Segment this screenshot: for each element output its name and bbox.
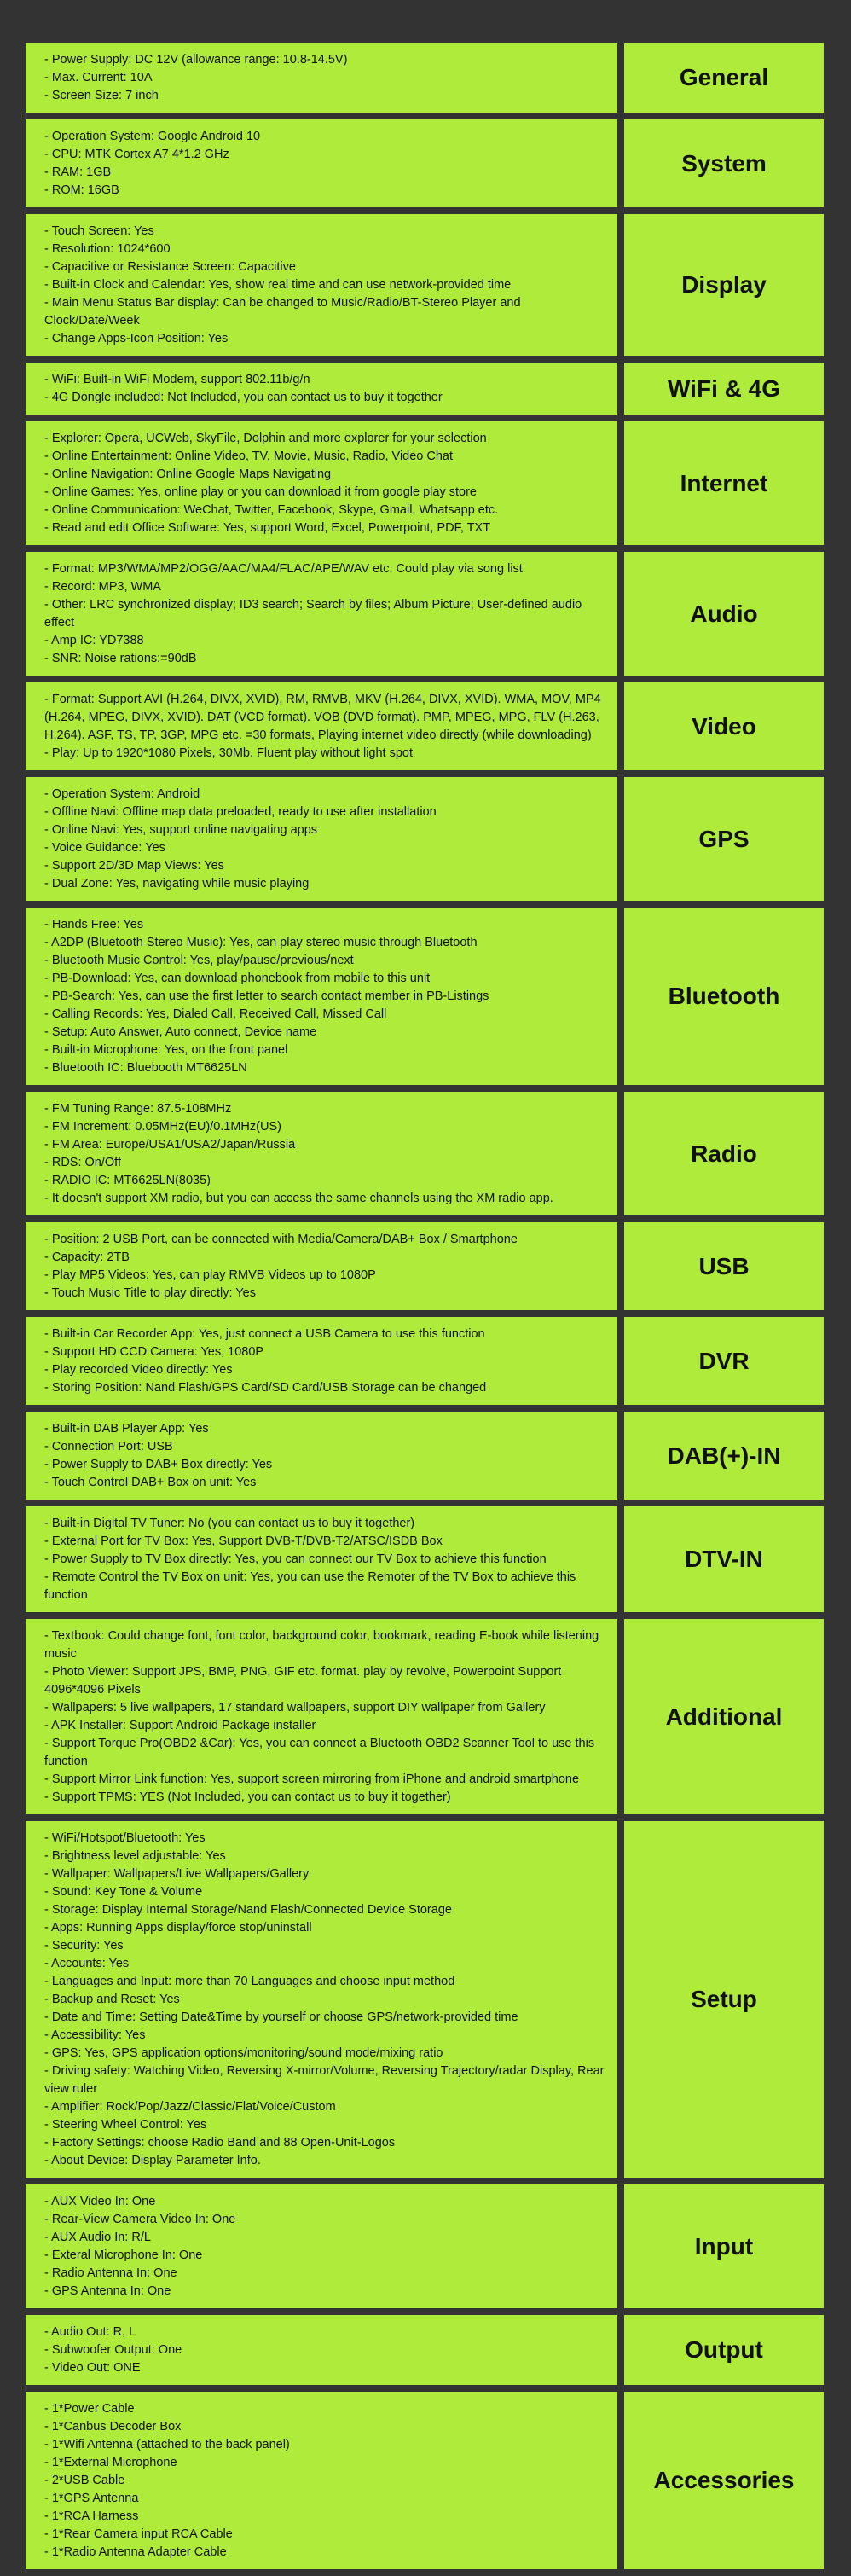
spec-details bbox=[26, 214, 617, 356]
spec-line: - Remote Control the TV Box on unit: Yes, you can use the Remoter of the TV Box to achieve this function bbox=[44, 1570, 576, 1602]
spec-line: - Factory Settings: choose Radio Band and 88 Open-Unit-Logos bbox=[44, 2136, 396, 2150]
spec-row-bluetooth bbox=[26, 908, 824, 1085]
spec-details bbox=[26, 1506, 617, 1612]
spec-title-cell bbox=[624, 119, 824, 207]
spec-line: - Sound: Key Tone & Volume bbox=[44, 1885, 203, 1899]
spec-line: - Accessibility: Yes bbox=[44, 2028, 146, 2042]
spec-line: - Photo Viewer: Support JPS, BMP, PNG, GIF etc. format. play by revolve, Powerpoint Support 4096*4096 Pixels bbox=[44, 1665, 562, 1697]
spec-line: - Backup and Reset: Yes bbox=[44, 1993, 180, 2006]
spec-section-title: Setup bbox=[691, 1986, 757, 2012]
spec-line: - Calling Records: Yes, Dialed Call, Received Call, Missed Call bbox=[44, 1007, 387, 1021]
spec-line: - 1*Power Cable bbox=[44, 2402, 135, 2416]
spec-title-cell bbox=[624, 1092, 824, 1215]
spec-line: - Touch Music Title to play directly: Yes bbox=[44, 1286, 256, 1300]
spec-line: - Exteral Microphone In: One bbox=[44, 2248, 203, 2262]
spec-line: - 1*RCA Harness bbox=[44, 2509, 139, 2523]
spec-details bbox=[26, 1412, 617, 1500]
spec-line: - Built-in DAB Player App: Yes bbox=[44, 1422, 209, 1436]
spec-details bbox=[26, 2184, 617, 2308]
spec-section-title: Bluetooth bbox=[668, 983, 780, 1009]
spec-table bbox=[26, 43, 824, 2576]
spec-line: - Format: MP3/WMA/MP2/OGG/AAC/MA4/FLAC/APE/WAV etc. Could play via song list bbox=[44, 562, 523, 576]
spec-line: - Change Apps-Icon Position: Yes bbox=[44, 332, 229, 345]
spec-line: - 1*GPS Antenna bbox=[44, 2492, 139, 2505]
spec-section-title: Accessories bbox=[653, 2467, 795, 2493]
spec-line: - Online Entertainment: Online Video, TV, Movie, Music, Radio, Video Chat bbox=[44, 450, 454, 463]
spec-details bbox=[26, 552, 617, 676]
spec-line: - Brightness level adjustable: Yes bbox=[44, 1849, 226, 1863]
spec-line: - Built-in Clock and Calendar: Yes, show real time and can use network-provided time bbox=[44, 278, 512, 292]
spec-section-title: Display bbox=[681, 271, 767, 298]
spec-line: - GPS Antenna In: One bbox=[44, 2284, 171, 2298]
spec-line: - Play: Up to 1920*1080 Pixels, 30Mb. Fluent play without light spot bbox=[44, 746, 414, 760]
spec-line: - Explorer: Opera, UCWeb, SkyFile, Dolphin and more explorer for your selection bbox=[44, 432, 487, 445]
spec-title-cell bbox=[624, 2184, 824, 2308]
spec-title-cell bbox=[624, 1821, 824, 2178]
spec-line: - SNR: Noise rations:=90dB bbox=[44, 652, 197, 665]
spec-row-dtv-in bbox=[26, 1506, 824, 1612]
spec-line: - A2DP (Bluetooth Stereo Music): Yes, can play stereo music through Bluetooth bbox=[44, 936, 478, 949]
spec-section-title: DVR bbox=[698, 1347, 750, 1374]
spec-line: - Online Games: Yes, online play or you can download it from google play store bbox=[44, 485, 477, 499]
spec-title-cell bbox=[624, 2392, 824, 2569]
spec-line: - Wallpaper: Wallpapers/Live Wallpapers/Gallery bbox=[44, 1867, 310, 1881]
spec-title-cell bbox=[624, 552, 824, 676]
spec-row-setup bbox=[26, 1821, 824, 2178]
spec-line: - Format: Support AVI (H.264, DIVX, XVID), RM, RMVB, MKV (H.264, DIVX, XVID). WMA, MOV, MP4 (H.264, MPEG, DIVX, XVID). DAT (VCD format). VOB (DVD format). PMP, MPEG, MPG, FLV (H.263, H.264). ASF, TS, TP, 3GP, MPG etc. =30 formats, Playing internet video directly (while downloading) bbox=[44, 693, 601, 742]
spec-line: - AUX Video In: One bbox=[44, 2195, 156, 2208]
spec-title-cell bbox=[624, 777, 824, 901]
spec-details bbox=[26, 908, 617, 1085]
spec-line: - Security: Yes bbox=[44, 1939, 124, 1952]
spec-details bbox=[26, 1821, 617, 2178]
spec-line: - Max. Current: 10A bbox=[44, 71, 153, 84]
spec-line: - Screen Size: 7 inch bbox=[44, 89, 159, 102]
spec-details bbox=[26, 1619, 617, 1814]
spec-line: - Steering Wheel Control: Yes bbox=[44, 2118, 207, 2132]
spec-details bbox=[26, 421, 617, 545]
spec-row-general bbox=[26, 43, 824, 113]
spec-line: - External Port for TV Box: Yes, Support DVB-T/DVB-T2/ATSC/ISDB Box bbox=[44, 1535, 443, 1548]
spec-line: - Bluetooth IC: Bluebooth MT6625LN bbox=[44, 1061, 247, 1075]
spec-line: - Rear-View Camera Video In: One bbox=[44, 2213, 236, 2226]
spec-section-title: Input bbox=[694, 2232, 754, 2260]
spec-title-cell bbox=[624, 682, 824, 770]
spec-details bbox=[26, 363, 617, 415]
spec-title-cell bbox=[624, 1506, 824, 1612]
spec-line: - Driving safety: Watching Video, Reversing X-mirror/Volume, Reversing Trajectory/radar Display, Rear view ruler bbox=[44, 2064, 605, 2096]
spec-line: - Support Torque Pro(OBD2 &Car): Yes, you can connect a Bluetooth OBD2 Scanner Tool to use this function bbox=[44, 1737, 595, 1768]
spec-line: - Apps: Running Apps display/force stop/uninstall bbox=[44, 1921, 312, 1935]
spec-section-title: System bbox=[681, 149, 767, 177]
spec-row-output bbox=[26, 2315, 824, 2385]
spec-section-title: Output bbox=[685, 2336, 763, 2363]
spec-line: - AUX Audio In: R/L bbox=[44, 2231, 151, 2244]
spec-row-dab-in bbox=[26, 1412, 824, 1500]
spec-line: - Storage: Display Internal Storage/Nand Flash/Connected Device Storage bbox=[44, 1903, 452, 1917]
spec-row-input bbox=[26, 2184, 824, 2308]
spec-line: - RADIO IC: MT6625LN(8035) bbox=[44, 1174, 211, 1187]
spec-line: - Wallpapers: 5 live wallpapers, 17 standard wallpapers, support DIY wallpaper from Gallery bbox=[44, 1701, 546, 1714]
spec-line: - RDS: On/Off bbox=[44, 1156, 121, 1169]
spec-line: - Operation System: Android bbox=[44, 787, 200, 801]
spec-title-cell bbox=[624, 363, 824, 415]
spec-row-additional bbox=[26, 1619, 824, 1814]
spec-line: - 1*External Microphone bbox=[44, 2456, 177, 2469]
spec-details bbox=[26, 43, 617, 113]
spec-line: - Support Mirror Link function: Yes, support screen mirroring from iPhone and android smartphone bbox=[44, 1772, 580, 1786]
spec-section-title: DTV-IN bbox=[685, 1546, 763, 1572]
spec-row-audio bbox=[26, 552, 824, 676]
spec-line: - Online Navigation: Online Google Maps Navigating bbox=[44, 467, 332, 481]
spec-line: - Touch Screen: Yes bbox=[44, 224, 154, 238]
spec-title-cell bbox=[624, 214, 824, 356]
spec-line: - Languages and Input: more than 70 Languages and choose input method bbox=[44, 1975, 455, 1988]
spec-line: - Storing Position: Nand Flash/GPS Card/SD Card/USB Storage can be changed bbox=[44, 1381, 487, 1395]
spec-line: - 1*Canbus Decoder Box bbox=[44, 2420, 182, 2434]
spec-line: - Hands Free: Yes bbox=[44, 918, 144, 931]
spec-details bbox=[26, 2392, 617, 2569]
spec-line: - 4G Dongle included: Not Included, you can contact us to buy it together bbox=[44, 391, 443, 404]
spec-line: - Resolution: 1024*600 bbox=[44, 242, 171, 256]
spec-line: - Subwoofer Output: One bbox=[44, 2343, 182, 2357]
spec-details bbox=[26, 1222, 617, 1310]
spec-line: - Power Supply: DC 12V (allowance range: 10.8-14.5V) bbox=[44, 53, 348, 67]
spec-line: - FM Tuning Range: 87.5-108MHz bbox=[44, 1102, 232, 1116]
spec-section-title: Audio bbox=[690, 600, 758, 627]
spec-row-dvr bbox=[26, 1317, 824, 1405]
spec-line: - Video Out: ONE bbox=[44, 2361, 141, 2375]
spec-line: - Read and edit Office Software: Yes, support Word, Excel, Powerpoint, PDF, TXT bbox=[44, 521, 491, 535]
spec-row-wifi-4g bbox=[26, 363, 824, 415]
spec-details bbox=[26, 777, 617, 901]
spec-line: - APK Installer: Support Android Package installer bbox=[44, 1719, 316, 1732]
spec-section-title: Radio bbox=[691, 1140, 757, 1167]
spec-section-title: USB bbox=[698, 1252, 750, 1279]
spec-line: - Power Supply to TV Box directly: Yes, you can connect our TV Box to achieve this function bbox=[44, 1552, 547, 1566]
spec-details bbox=[26, 682, 617, 770]
spec-row-system bbox=[26, 119, 824, 207]
spec-line: - 2*USB Cable bbox=[44, 2474, 125, 2487]
spec-line: - Position: 2 USB Port, can be connected with Media/Camera/DAB+ Box / Smartphone bbox=[44, 1233, 518, 1246]
spec-line: - Power Supply to DAB+ Box directly: Yes bbox=[44, 1458, 273, 1471]
spec-line: - Support TPMS: YES (Not Included, you can contact us to buy it together) bbox=[44, 1790, 451, 1804]
spec-line: - Record: MP3, WMA bbox=[44, 580, 161, 594]
spec-line: - PB-Download: Yes, can download phonebook from mobile to this unit bbox=[44, 972, 431, 985]
spec-line: - Accounts: Yes bbox=[44, 1957, 130, 1970]
spec-line: - Connection Port: USB bbox=[44, 1440, 173, 1453]
spec-details bbox=[26, 2315, 617, 2385]
spec-line: - Other: LRC synchronized display; ID3 search; Search by files; Album Picture; User-defined audio effect bbox=[44, 598, 582, 629]
spec-line: - Radio Antenna In: One bbox=[44, 2266, 177, 2280]
spec-section-title: DAB(+)-IN bbox=[667, 1442, 781, 1469]
spec-line: - 1*Rear Camera input RCA Cable bbox=[44, 2527, 233, 2541]
spec-details bbox=[26, 119, 617, 207]
spec-section-title: Additional bbox=[665, 1703, 783, 1730]
spec-title-cell bbox=[624, 1222, 824, 1310]
spec-line: - It doesn't support XM radio, but you can access the same channels using the XM radio app. bbox=[44, 1192, 553, 1205]
spec-line: - Online Communication: WeChat, Twitter, Facebook, Skype, Gmail, Whatsapp etc. bbox=[44, 503, 499, 517]
spec-line: - Amp IC: YD7388 bbox=[44, 634, 144, 647]
spec-line: - Voice Guidance: Yes bbox=[44, 841, 165, 855]
spec-line: - Offline Navi: Offline map data preloaded, ready to use after installation bbox=[44, 805, 437, 819]
spec-line: - Support HD CCD Camera: Yes, 1080P bbox=[44, 1345, 264, 1359]
spec-line: - ROM: 16GB bbox=[44, 183, 119, 197]
spec-title-cell bbox=[624, 908, 824, 1085]
spec-line: - PB-Search: Yes, can use the first letter to search contact member in PB-Listings bbox=[44, 989, 489, 1003]
spec-line: - 1*Radio Antenna Adapter Cable bbox=[44, 2545, 227, 2559]
spec-line: - Touch Control DAB+ Box on unit: Yes bbox=[44, 1476, 257, 1489]
spec-line: - Bluetooth Music Control: Yes, play/pause/previous/next bbox=[44, 954, 354, 967]
spec-title-cell bbox=[624, 421, 824, 545]
spec-line: - WiFi: Built-in WiFi Modem, support 802.11b/g/n bbox=[44, 373, 310, 386]
spec-row-accessories bbox=[26, 2392, 824, 2569]
spec-title-cell bbox=[624, 2315, 824, 2385]
spec-section-title: WiFi & 4G bbox=[668, 374, 780, 402]
spec-line: - CPU: MTK Cortex A7 4*1.2 GHz bbox=[44, 148, 229, 161]
spec-line: - Audio Out: R, L bbox=[44, 2325, 136, 2339]
spec-line: - Main Menu Status Bar display: Can be changed to Music/Radio/BT-Stereo Player and Clock/Date/Week bbox=[44, 296, 521, 328]
spec-title-cell bbox=[624, 1619, 824, 1814]
spec-row-radio bbox=[26, 1092, 824, 1215]
spec-line: - Capacity: 2TB bbox=[44, 1250, 130, 1264]
spec-line: - Setup: Auto Answer, Auto connect, Device name bbox=[44, 1025, 317, 1039]
spec-line: - About Device: Display Parameter Info. bbox=[44, 2154, 261, 2167]
spec-title-cell bbox=[624, 1412, 824, 1500]
spec-line: - 1*Wifi Antenna (attached to the back panel) bbox=[44, 2438, 290, 2451]
spec-row-gps bbox=[26, 777, 824, 901]
spec-line: - Play MP5 Videos: Yes, can play RMVB Videos up to 1080P bbox=[44, 1268, 376, 1282]
spec-line: - FM Area: Europe/USA1/USA2/Japan/Russia bbox=[44, 1138, 296, 1152]
spec-line: - Date and Time: Setting Date&Time by yourself or choose GPS/network-provided time bbox=[44, 2010, 518, 2024]
spec-line: - Support 2D/3D Map Views: Yes bbox=[44, 859, 224, 873]
spec-line: - Dual Zone: Yes, navigating while music playing bbox=[44, 877, 310, 891]
spec-line: - Online Navi: Yes, support online navigating apps bbox=[44, 823, 318, 837]
spec-row-video bbox=[26, 682, 824, 770]
spec-line: - Capacitive or Resistance Screen: Capacitive bbox=[44, 260, 296, 274]
spec-section-title: General bbox=[679, 64, 769, 90]
spec-line: - Built-in Digital TV Tuner: No (you can contact us to buy it together) bbox=[44, 1517, 415, 1530]
spec-row-usb bbox=[26, 1222, 824, 1310]
spec-line: - Operation System: Google Android 10 bbox=[44, 130, 261, 143]
spec-line: - Textbook: Could change font, font color, background color, bookmark, reading E-book while listening music bbox=[44, 1629, 599, 1661]
spec-section-title: Video bbox=[692, 712, 756, 740]
spec-line: - GPS: Yes, GPS application options/monitoring/sound mode/mixing ratio bbox=[44, 2046, 443, 2060]
spec-details bbox=[26, 1092, 617, 1215]
spec-line: - FM Increment: 0.05MHz(EU)/0.1MHz(US) bbox=[44, 1120, 281, 1134]
spec-section-title: Internet bbox=[680, 469, 768, 496]
spec-line: - WiFi/Hotspot/Bluetooth: Yes bbox=[44, 1831, 206, 1845]
spec-line: - Built-in Microphone: Yes, on the front panel bbox=[44, 1043, 288, 1057]
spec-title-cell bbox=[624, 43, 824, 113]
spec-line: - Play recorded Video directly: Yes bbox=[44, 1363, 233, 1377]
spec-row-display bbox=[26, 214, 824, 356]
spec-section-title: GPS bbox=[698, 825, 750, 852]
spec-row-internet bbox=[26, 421, 824, 545]
spec-line: - RAM: 1GB bbox=[44, 165, 112, 179]
spec-line: - Amplifier: Rock/Pop/Jazz/Classic/Flat/Voice/Custom bbox=[44, 2100, 336, 2114]
spec-details bbox=[26, 1317, 617, 1405]
spec-line: - Built-in Car Recorder App: Yes, just connect a USB Camera to use this function bbox=[44, 1327, 485, 1341]
spec-title-cell bbox=[624, 1317, 824, 1405]
